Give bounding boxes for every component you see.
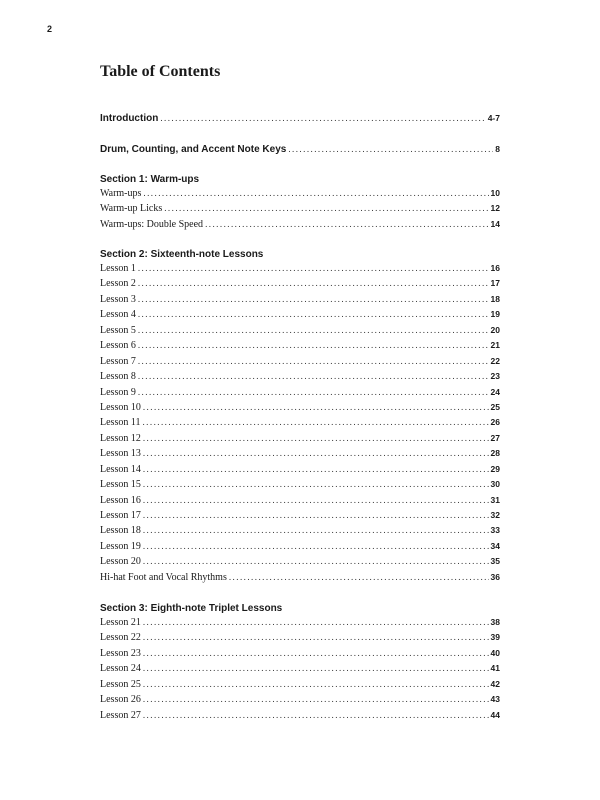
toc-entry-label: Lesson 16: [100, 494, 141, 506]
toc-entry[interactable]: [100, 572, 500, 587]
toc-entry-label: Lesson 11: [100, 417, 141, 429]
toc-entry-label: Lesson 24: [100, 663, 141, 675]
toc-entry-page: 28: [490, 448, 500, 459]
dot-leader: [143, 402, 489, 412]
toc-entry[interactable]: [100, 294, 500, 309]
dot-leader: [138, 387, 489, 397]
toc-entry[interactable]: [100, 617, 500, 632]
toc-entry-page: 42: [490, 678, 500, 689]
dot-leader: [143, 479, 489, 489]
toc-entry-page: 34: [490, 540, 500, 551]
toc-entry[interactable]: [100, 371, 500, 386]
toc-entry-label: Lesson 9: [100, 386, 136, 398]
toc-entry-label: Lesson 4: [100, 309, 136, 321]
dot-leader: [229, 572, 489, 582]
page-number: 2: [47, 24, 53, 34]
dot-leader: [143, 663, 489, 673]
dot-leader: [160, 113, 485, 123]
toc-entry-page: 19: [490, 309, 500, 320]
toc-entry-page: 32: [490, 510, 500, 520]
toc-entry-page: 39: [490, 632, 500, 643]
toc-entry[interactable]: [100, 694, 500, 709]
toc-entry-page: 21: [490, 340, 500, 351]
toc-entry-label: Lesson 17: [100, 510, 141, 521]
dot-leader: [138, 356, 489, 366]
toc-entry-label: Lesson 7: [100, 355, 136, 367]
dot-leader: [143, 433, 489, 443]
toc-entry-page: 44: [490, 709, 500, 720]
section-heading: Section 2: Sixteenth-note Lessons: [100, 249, 264, 260]
toc-entry-page: 40: [490, 647, 500, 658]
dot-leader: [138, 325, 489, 335]
toc-entry-label: Lesson 22: [100, 632, 141, 644]
toc-section-3: [100, 601, 500, 725]
toc-entry[interactable]: [100, 113, 500, 128]
toc-entry[interactable]: [100, 144, 500, 159]
toc-entry-label: Lesson 19: [100, 540, 141, 552]
toc-entry-label: Lesson 25: [100, 678, 141, 690]
toc-entry-page: 26: [490, 417, 500, 428]
toc-entry-page: 31: [490, 494, 500, 505]
toc-entry-label: Drum, Counting, and Accent Note Keys: [100, 144, 287, 155]
dot-leader: [138, 263, 489, 273]
toc-entry[interactable]: [100, 479, 500, 494]
dot-leader: [143, 556, 489, 566]
dot-leader: [143, 617, 489, 627]
toc-entry-page: 8: [495, 144, 500, 154]
toc-entry-page: 33: [490, 525, 500, 536]
toc-entry-label: Lesson 10: [100, 401, 141, 413]
toc-entry[interactable]: [100, 309, 500, 324]
dot-leader: [138, 278, 489, 288]
toc-entry[interactable]: [100, 387, 500, 402]
dot-leader: [138, 340, 489, 350]
toc-entry-page: 29: [490, 463, 500, 474]
toc-entry-page: 4-7: [487, 113, 500, 123]
toc-entry[interactable]: [100, 510, 500, 525]
toc-entry-page: 12: [490, 203, 500, 214]
toc-entry[interactable]: [100, 417, 500, 432]
toc-entry[interactable]: [100, 663, 500, 678]
toc-entry-label: Lesson 27: [100, 709, 141, 721]
toc-entry-label: Lesson 6: [100, 340, 136, 352]
toc-entry-page: 36: [490, 571, 500, 582]
toc-entry-page: 17: [490, 278, 500, 289]
toc-entry-page: 22: [490, 355, 500, 366]
toc-entry-page: 10: [490, 188, 500, 198]
toc-entry[interactable]: [100, 325, 500, 340]
toc-entry-label: Lesson 5: [100, 324, 136, 336]
toc-entry[interactable]: [100, 495, 500, 510]
toc-entry-page: 35: [490, 556, 500, 567]
toc-entry[interactable]: [100, 448, 500, 463]
dot-leader: [143, 188, 488, 198]
toc-entry-label: Warm-up Licks: [100, 203, 163, 215]
toc-entry[interactable]: [100, 203, 500, 218]
toc-entry-page: 23: [490, 371, 500, 382]
toc-entry-page: 43: [490, 694, 500, 705]
toc-top-entry-keys: [100, 144, 500, 159]
dot-leader: [138, 294, 489, 304]
page-title: Table of Contents: [100, 63, 221, 80]
toc-entry-page: 41: [490, 663, 500, 674]
dot-leader: [143, 510, 489, 520]
toc-entry-label: Lesson 1: [100, 263, 136, 274]
toc-entry-page: 27: [490, 432, 500, 443]
dot-leader: [143, 694, 489, 704]
toc-entry-label: Lesson 23: [100, 647, 141, 659]
toc-entry-label: Lesson 14: [100, 463, 141, 475]
dot-leader: [143, 632, 489, 642]
toc-entry[interactable]: [100, 632, 500, 647]
toc-entry-label: Lesson 21: [100, 617, 141, 628]
dot-leader: [143, 464, 489, 474]
toc-entry[interactable]: [100, 464, 500, 479]
toc-entry-page: 38: [490, 617, 500, 627]
toc-entry-page: 25: [490, 401, 500, 412]
toc-entry-page: 16: [490, 263, 500, 273]
toc-entry-label: Lesson 26: [100, 694, 141, 706]
toc-entry-label: Lesson 13: [100, 448, 141, 460]
toc-entry[interactable]: [100, 648, 500, 663]
toc-entry-page: 24: [490, 386, 500, 397]
toc-entry-label: Lesson 12: [100, 432, 141, 444]
toc-entry[interactable]: [100, 356, 500, 371]
toc-entry-label: Lesson 8: [100, 371, 136, 383]
toc-entry[interactable]: [100, 556, 500, 571]
dot-leader: [205, 219, 488, 229]
dot-leader: [143, 495, 489, 505]
toc-entry[interactable]: [100, 710, 500, 725]
dot-leader: [143, 525, 489, 535]
toc-entry[interactable]: [100, 340, 500, 355]
section-heading: Section 1: Warm-ups: [100, 174, 200, 185]
toc-entry-page: 30: [490, 479, 500, 490]
toc-entry-label: Introduction: [100, 113, 159, 124]
toc-entry[interactable]: [100, 188, 500, 203]
toc-entry[interactable]: [100, 263, 500, 278]
toc-entry[interactable]: [100, 433, 500, 448]
dot-leader: [143, 679, 489, 689]
toc-entry[interactable]: [100, 278, 500, 293]
toc-entry-page: 18: [490, 293, 500, 304]
dot-leader: [143, 710, 489, 720]
toc-top-entry-intro: [100, 113, 500, 128]
dot-leader: [142, 417, 488, 427]
dot-leader: [143, 448, 489, 458]
toc-entry-page: 20: [490, 324, 500, 335]
toc-entry-label: Warm-ups: Double Speed: [100, 218, 204, 230]
dot-leader: [138, 371, 489, 381]
toc-section-1: [100, 172, 500, 234]
toc-entry-label: Lesson 15: [100, 479, 141, 491]
dot-leader: [143, 541, 489, 551]
toc-entry-label: Lesson 3: [100, 293, 136, 305]
dot-leader: [288, 144, 493, 154]
toc-entry-page: 14: [490, 218, 500, 229]
toc-entry[interactable]: [100, 679, 500, 694]
toc-entry-label: Hi-hat Foot and Vocal Rhythms: [100, 571, 227, 583]
dot-leader: [138, 309, 489, 319]
toc-entry-label: Lesson 2: [100, 278, 136, 290]
toc-entry[interactable]: [100, 525, 500, 540]
dot-leader: [143, 648, 489, 658]
toc-entry-label: Lesson 20: [100, 556, 141, 568]
section-heading: Section 3: Eighth-note Triplet Lessons: [100, 603, 283, 614]
toc-entry[interactable]: [100, 402, 500, 417]
dot-leader: [164, 203, 488, 213]
toc-entry[interactable]: [100, 541, 500, 556]
toc-section-2: [100, 247, 500, 587]
toc-entry-label: Lesson 18: [100, 525, 141, 537]
toc-entry[interactable]: [100, 219, 500, 234]
toc-entry-label: Warm-ups: [100, 188, 142, 199]
